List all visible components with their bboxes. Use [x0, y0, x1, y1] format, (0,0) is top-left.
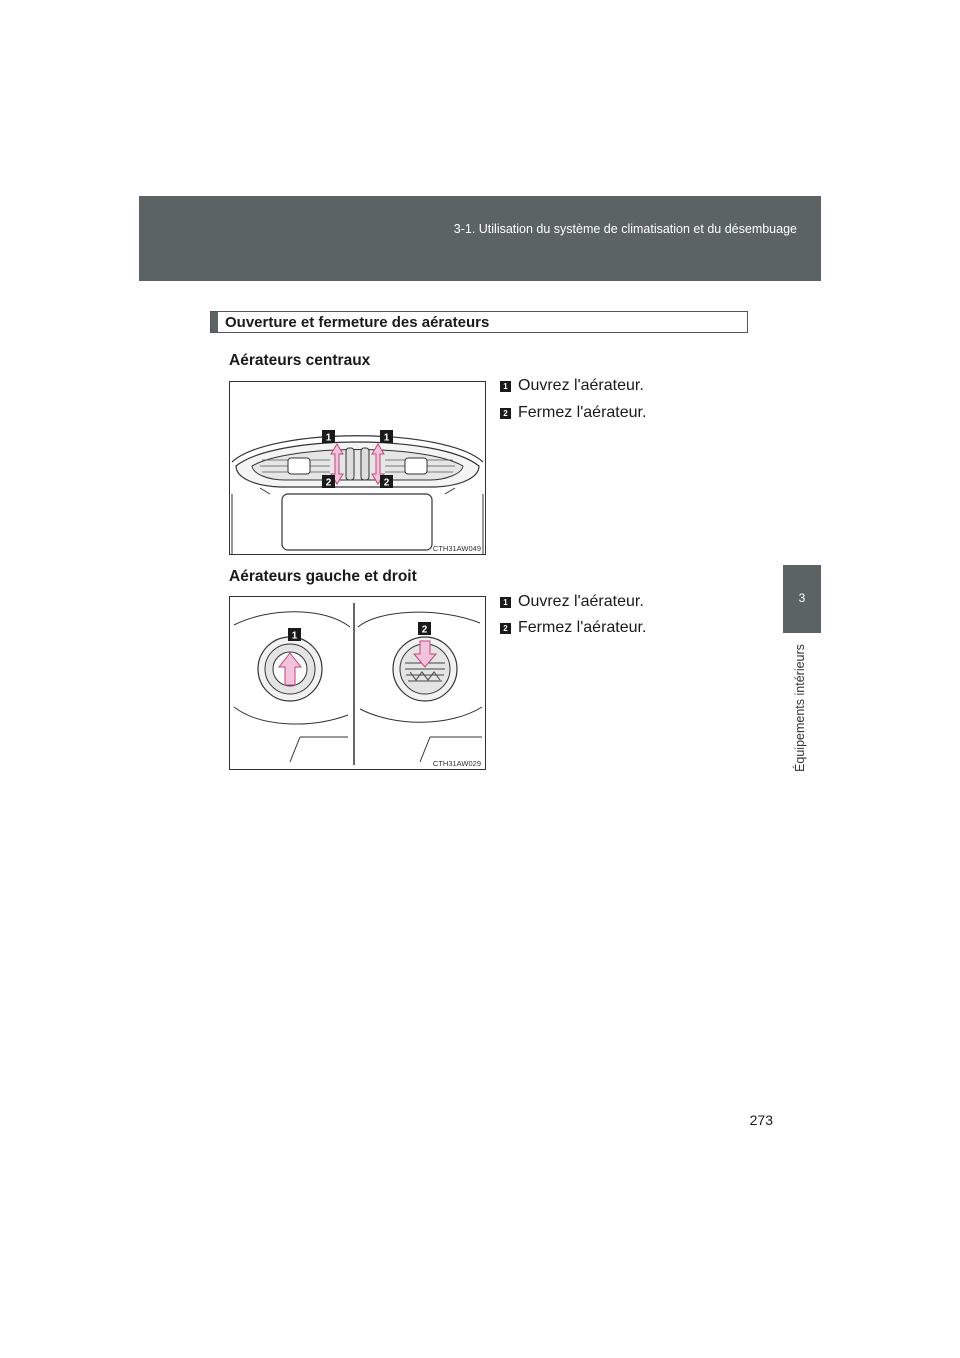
callout-label: 2	[325, 477, 332, 489]
figure-code: CTH31AW049	[432, 544, 481, 553]
step-text: Fermez l'aérateur.	[518, 404, 647, 421]
step-number-badge: 2	[500, 408, 511, 419]
side-vents-figure	[229, 596, 486, 770]
chapter-title: 3-1. Utilisation du système de climatisation et du désembuage	[453, 222, 797, 236]
side-step-close	[500, 619, 646, 637]
side-vents-heading: Aérateurs gauche et droit	[229, 568, 417, 585]
central-vents-figure	[229, 381, 486, 555]
callout-label: 1	[291, 630, 298, 642]
central-step-open	[500, 377, 644, 395]
step-number-badge: 1	[500, 597, 511, 608]
step-number-badge: 1	[500, 381, 511, 392]
side-vents-illustration	[230, 597, 485, 769]
section-header	[210, 311, 748, 333]
chapter-tab-number: 3	[798, 591, 806, 605]
central-vents-illustration	[230, 382, 485, 554]
page-number: 273	[749, 1112, 773, 1128]
step-number-badge: 2	[500, 623, 511, 634]
central-vents-heading: Aérateurs centraux	[229, 352, 371, 369]
central-step-close	[500, 404, 646, 422]
section-accent	[211, 312, 218, 332]
chapter-header	[139, 196, 821, 281]
chapter-tab	[783, 565, 821, 633]
step-text: Fermez l'aérateur.	[518, 619, 647, 636]
callout-label: 1	[383, 432, 390, 444]
step-text: Ouvrez l'aérateur.	[518, 377, 644, 394]
callout-label: 1	[325, 432, 332, 444]
callout-label: 2	[421, 624, 428, 636]
side-step-open	[500, 593, 644, 611]
chapter-tab-label: Équipements intérieurs	[793, 644, 807, 772]
step-text: Ouvrez l'aérateur.	[518, 593, 644, 610]
figure-code: CTH31AW029	[432, 759, 481, 768]
callout-label: 2	[383, 477, 390, 489]
section-title: Ouverture et fermeture des aérateurs	[225, 314, 490, 331]
